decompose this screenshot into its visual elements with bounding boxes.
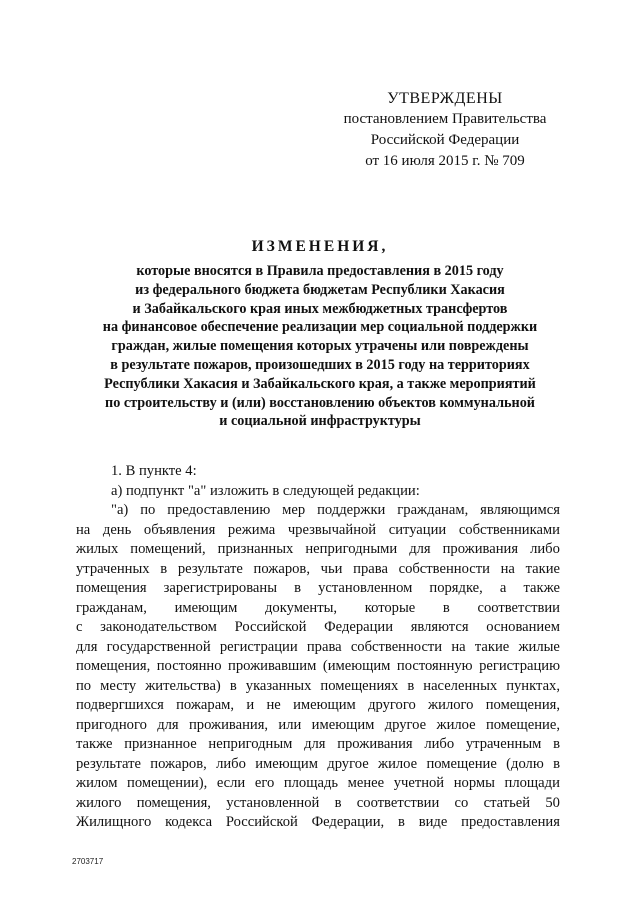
subtitle-line: и социальной инфраструктуры — [219, 413, 421, 430]
word: в — [160, 560, 168, 577]
quote-line — [76, 735, 560, 755]
word: собственниками — [458, 521, 560, 538]
subtitle-line: по строительству и (или) восстановлению объектов коммунальной — [105, 394, 535, 411]
quote-line — [76, 716, 560, 736]
word: непригодным — [208, 736, 293, 752]
word: жилого — [428, 697, 474, 713]
word: "а) — [111, 502, 129, 518]
word: в — [398, 814, 405, 830]
word: такие — [525, 560, 560, 577]
word: для — [76, 638, 98, 655]
word: регистрации — [219, 638, 298, 655]
word: (имеющим — [322, 658, 391, 674]
word: другого — [368, 697, 416, 713]
word: кодекса — [165, 814, 213, 830]
word: 50 — [545, 794, 560, 811]
word: результате — [76, 755, 141, 772]
word: собственности — [398, 560, 490, 577]
word: признанное — [124, 736, 197, 752]
word: помещений, — [130, 541, 206, 557]
word: постоянно — [156, 658, 222, 674]
word: признанных — [217, 541, 294, 557]
word: имеющим — [174, 599, 238, 616]
subtitle-line: и Забайкальского края иных межбюджетных трансфертов — [132, 300, 508, 317]
word: пожарам, — [176, 697, 235, 713]
word: Жилищного — [76, 814, 152, 830]
word: помещения, — [76, 658, 151, 674]
word: если — [216, 775, 246, 791]
word: жилое — [378, 755, 418, 772]
word: предоставлению — [167, 502, 271, 518]
word: жилого — [76, 794, 122, 811]
word: проживания — [337, 736, 413, 752]
word: соответствии — [477, 599, 560, 616]
word: в — [442, 599, 450, 616]
word: либо — [424, 736, 455, 752]
word: такие — [474, 638, 510, 655]
quote-line — [76, 501, 560, 521]
word: пожаров, — [253, 560, 310, 577]
subtitle-line: на финансовое обеспечение реализации мер социальной поддержки — [102, 319, 538, 336]
word: в — [553, 736, 560, 752]
word: площадь — [283, 775, 339, 791]
word: помещения, — [136, 794, 211, 811]
word: пунктах, — [506, 677, 560, 694]
subtitle-line: из федерального бюджета бюджетам Республики Хакасия — [135, 281, 505, 298]
word: жилые — [518, 638, 560, 655]
word: результате — [177, 560, 243, 577]
word: либо — [530, 541, 560, 557]
word: помещения, — [485, 697, 560, 713]
word: со — [454, 794, 469, 811]
word: с — [76, 619, 83, 635]
word: постоянную — [396, 658, 473, 674]
word: Российской — [225, 814, 298, 830]
word: месту — [100, 677, 137, 694]
word: помещения — [76, 580, 147, 596]
approval-heading: УТВЕРЖДЕНЫ — [387, 90, 503, 107]
word: подвергшихся — [76, 697, 164, 713]
word: жилом — [76, 775, 118, 791]
word: в — [334, 794, 342, 811]
word: собственности — [350, 638, 443, 655]
quote-line — [76, 755, 560, 775]
word: мер — [282, 502, 306, 518]
word: утраченным — [465, 736, 542, 752]
word: площади — [504, 775, 560, 791]
word: имеющим — [311, 716, 375, 733]
word: имеющим — [255, 755, 318, 772]
subtitle-line: граждан, жилые помещения которых утрачены или повреждены — [111, 338, 529, 355]
approval-line: постановлением Правительства — [343, 111, 547, 127]
word: законодательством — [100, 619, 217, 635]
quote-line — [76, 521, 560, 541]
quote-line — [76, 794, 560, 814]
word: по — [140, 502, 156, 518]
word: которые — [364, 599, 416, 616]
word: в — [407, 677, 415, 694]
word: виде — [418, 814, 448, 830]
word: для — [304, 736, 326, 752]
word: являются — [410, 619, 469, 635]
word: проживавшим — [228, 658, 317, 674]
word: основанием — [486, 619, 560, 635]
word: помещении), — [127, 775, 208, 791]
word: менее — [347, 775, 385, 791]
word: нормы — [453, 775, 495, 791]
word: а — [499, 580, 507, 596]
word: Федерации, — [311, 814, 385, 830]
subtitle-line: Республики Хакасия и Забайкальского края, а также мероприятий — [104, 375, 536, 392]
quote-line — [76, 657, 560, 677]
word: чьи — [320, 560, 343, 577]
word: его — [254, 775, 275, 791]
subtitle-line: которые вносятся в Правила предоставления в 2015 году — [136, 263, 504, 279]
word: либо — [216, 755, 246, 772]
word: населенных — [423, 677, 498, 694]
word: другое — [384, 716, 427, 733]
word: соответствии — [356, 794, 440, 811]
word: зарегистрированы — [163, 580, 278, 596]
quote-line — [76, 579, 560, 599]
word: режима — [227, 521, 276, 538]
word: пригодного — [76, 716, 147, 733]
word: ситуации — [388, 521, 447, 538]
word: установленной — [226, 794, 320, 811]
word: в — [553, 755, 560, 772]
quote-line — [76, 813, 560, 833]
word: или — [278, 716, 302, 733]
word: проживания, — [188, 716, 269, 733]
word: установленном — [318, 580, 413, 596]
word: объявления — [143, 521, 216, 538]
document-subtitle — [60, 262, 580, 431]
quote-line — [76, 638, 560, 658]
word: жилых — [76, 541, 119, 557]
word: предоставления — [461, 814, 560, 830]
document-title: ИЗМЕНЕНИЯ, — [251, 238, 389, 255]
quoted-text — [76, 501, 560, 833]
item-1a: а) подпункт "а" изложить в следующей редакции: — [111, 482, 420, 499]
quote-line — [76, 560, 560, 580]
quote-line — [76, 677, 560, 697]
word: гражданам, — [76, 599, 147, 616]
word: по — [76, 677, 92, 694]
word: указанных — [245, 677, 312, 694]
word: чрезвычайной — [287, 521, 377, 538]
word: права — [306, 638, 342, 655]
word: помещениях — [320, 677, 399, 694]
word: на — [500, 560, 515, 577]
word: помещение — [426, 755, 497, 772]
quote-line — [76, 618, 560, 638]
word: жилое — [436, 716, 476, 733]
word: также — [523, 580, 560, 596]
quote-line — [76, 696, 560, 716]
word: статьей — [483, 794, 531, 811]
word: для — [409, 541, 431, 557]
word: документы, — [264, 599, 338, 616]
approval-line: Российской Федерации — [370, 132, 520, 148]
word: (долю — [506, 755, 544, 772]
word: другое — [327, 755, 369, 772]
word: на — [76, 521, 91, 538]
word: регистрацию — [479, 658, 560, 674]
word: имеющим — [293, 697, 356, 713]
word: в — [229, 677, 237, 694]
quote-line — [76, 774, 560, 794]
subtitle-line: в результате пожаров, произошедших в 2015 году на территориях — [110, 356, 530, 373]
word: утраченных — [76, 560, 150, 577]
word: день — [102, 521, 132, 538]
document-body — [76, 462, 560, 833]
word: помещение, — [485, 716, 560, 733]
word: проживания — [442, 541, 519, 557]
word: непригодными — [305, 541, 398, 557]
word: права — [353, 560, 388, 577]
word: жительства) — [145, 677, 221, 694]
footer-code: 2703717 — [72, 857, 104, 866]
word: Российской — [234, 619, 307, 635]
approval-block — [340, 88, 550, 172]
approval-line: от 16 июля 2015 г. № 709 — [365, 153, 525, 169]
word: пожаров, — [150, 755, 207, 772]
word: порядке, — [429, 580, 483, 596]
word: являющимся — [480, 502, 560, 518]
word: учетной — [393, 775, 445, 791]
word: гражданам, — [397, 502, 469, 518]
word: и — [246, 697, 255, 713]
item-1: 1. В пункте 4: — [111, 463, 197, 479]
quote-line — [76, 599, 560, 619]
quote-line — [76, 540, 560, 560]
word: для — [157, 716, 179, 733]
word: также — [76, 736, 113, 752]
word: Федерации — [324, 619, 394, 635]
word: на — [451, 638, 466, 655]
word: в — [294, 580, 301, 596]
word: не — [266, 697, 281, 713]
word: поддержки — [317, 502, 386, 518]
word: государственной — [106, 638, 211, 655]
